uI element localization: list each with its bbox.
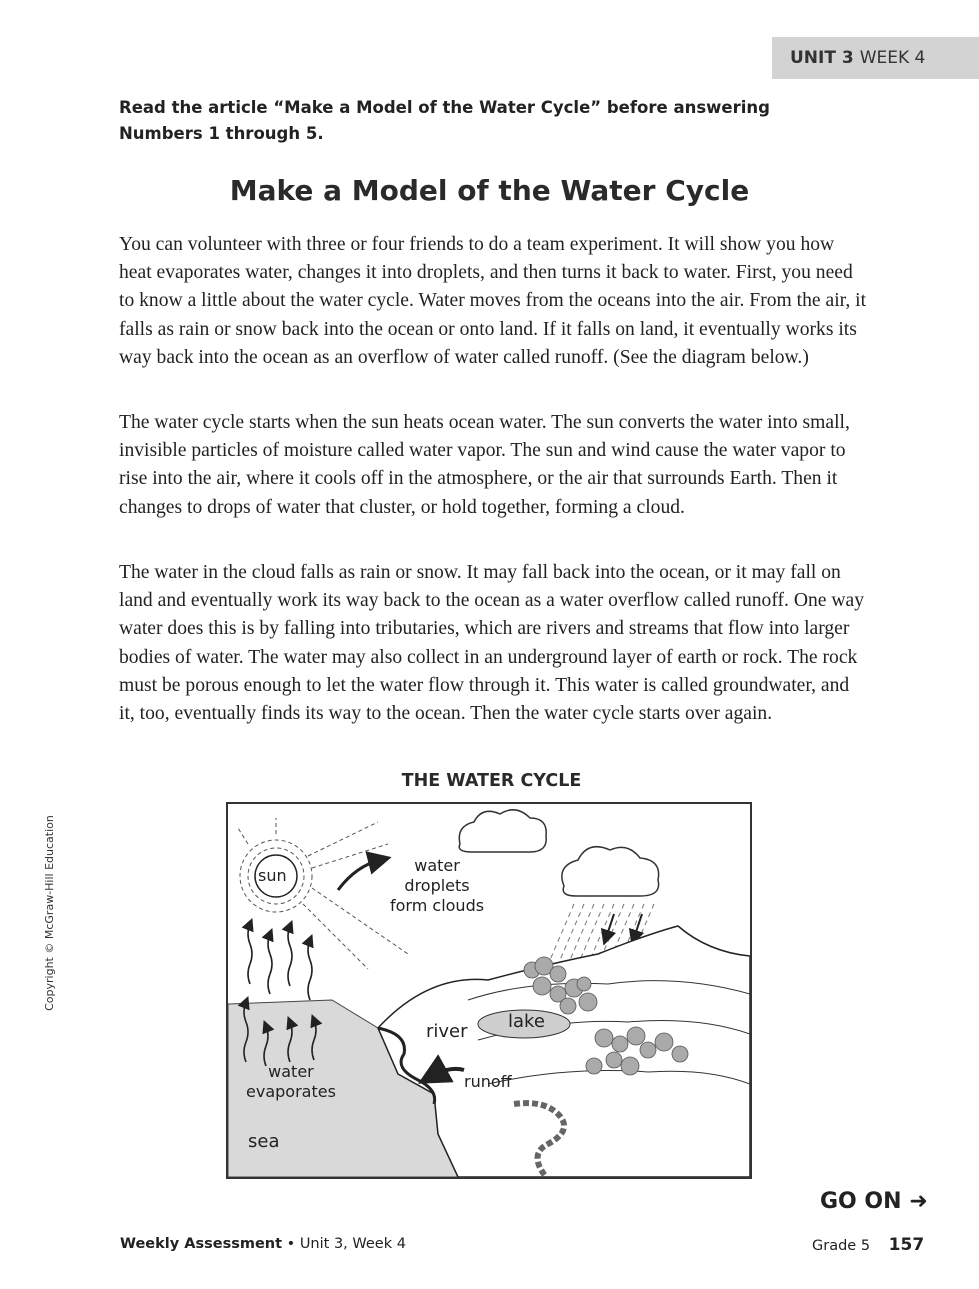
instructions: Read the article “Make a Model of the Water Cycle” before answering Numbers 1 through 5. xyxy=(119,98,770,143)
week-label: WEEK 4 xyxy=(859,48,926,68)
cloud-icon xyxy=(459,810,546,852)
go-on-indicator xyxy=(820,1189,928,1214)
paragraph-3 xyxy=(119,559,869,728)
arrow-rain xyxy=(634,914,642,938)
arrow-right-icon: ➜ xyxy=(909,1189,928,1214)
article-title: Make a Model of the Water Cycle xyxy=(229,174,750,207)
paragraph-text: The water cycle starts when the sun heats ocean water. The sun converts the water into small, invisible particles of moisture called water vapor. The sun and wind cause the water vapor to rise into the air, where it cools off in the atmosphere, or the air that surrounds Earth. Then it changes to drops of water that cluster, or hold together, forming a cloud. xyxy=(119,412,850,518)
paragraph-text: The water in the cloud falls as rain or snow. It may fall back into the ocean, or it may fall on land and eventually work its way back to the ocean as a water overflow called runoff. One way water does this is by falling into tributaries, which are rivers and streams that flow into larger bodies of water. The water may also collect in an underground layer of earth or rock. The rock must be porous enough to let the water flow through it. This water is called groundwater, and it, too, eventually finds its way to the ocean. Then the water cycle starts over again. xyxy=(119,562,865,725)
paragraph-1 xyxy=(119,231,869,372)
label-line: water xyxy=(414,856,460,875)
water-cycle-diagram xyxy=(226,802,752,1179)
label-line: form clouds xyxy=(390,896,485,915)
unit-week-label: • Unit 3, Week 4 xyxy=(286,1236,406,1252)
arrow-rain xyxy=(606,914,614,938)
evaporates-label xyxy=(246,1062,336,1102)
lake-label: lake xyxy=(508,1011,545,1032)
paragraph-2 xyxy=(119,409,869,522)
label-line: droplets xyxy=(404,876,470,895)
footer-page-info xyxy=(812,1235,934,1255)
unit-label: UNIT 3 xyxy=(790,48,854,68)
unit-week-tab xyxy=(772,37,979,79)
rain-cloud-icon xyxy=(562,847,659,896)
label-line: evaporates xyxy=(246,1082,336,1101)
grade-label: Grade 5 xyxy=(812,1238,871,1254)
sun-label: sun xyxy=(258,866,287,885)
clouds-label xyxy=(390,856,484,916)
footer-assessment xyxy=(120,1236,406,1252)
river-label: river xyxy=(426,1021,468,1042)
page-number: 157 xyxy=(888,1235,925,1255)
label-line: water xyxy=(268,1062,314,1081)
paragraph-text: You can volunteer with three or four friends to do a team experiment. It will show you how heat evaporates water, changes it into droplets, and then turns it back to water. First, you need to know a little about the water cycle. Water moves from the oceans into the air. From the air, it falls as rain or snow back into the ocean or onto land. If it falls on land, it eventually works its way back into the ocean as an overflow of water called runoff. (See the diagram below.) xyxy=(119,234,867,368)
water-cycle-illustration xyxy=(228,804,750,1177)
arrow-up-right xyxy=(338,860,380,890)
diagram-title: THE WATER CYCLE xyxy=(401,771,582,791)
copyright-notice: Copyright © McGraw-Hill Education xyxy=(43,815,56,1011)
assessment-label: Weekly Assessment xyxy=(120,1236,283,1252)
sea-label: sea xyxy=(248,1131,280,1152)
runoff-label: runoff xyxy=(464,1072,512,1091)
go-on-label: GO ON xyxy=(820,1189,902,1214)
